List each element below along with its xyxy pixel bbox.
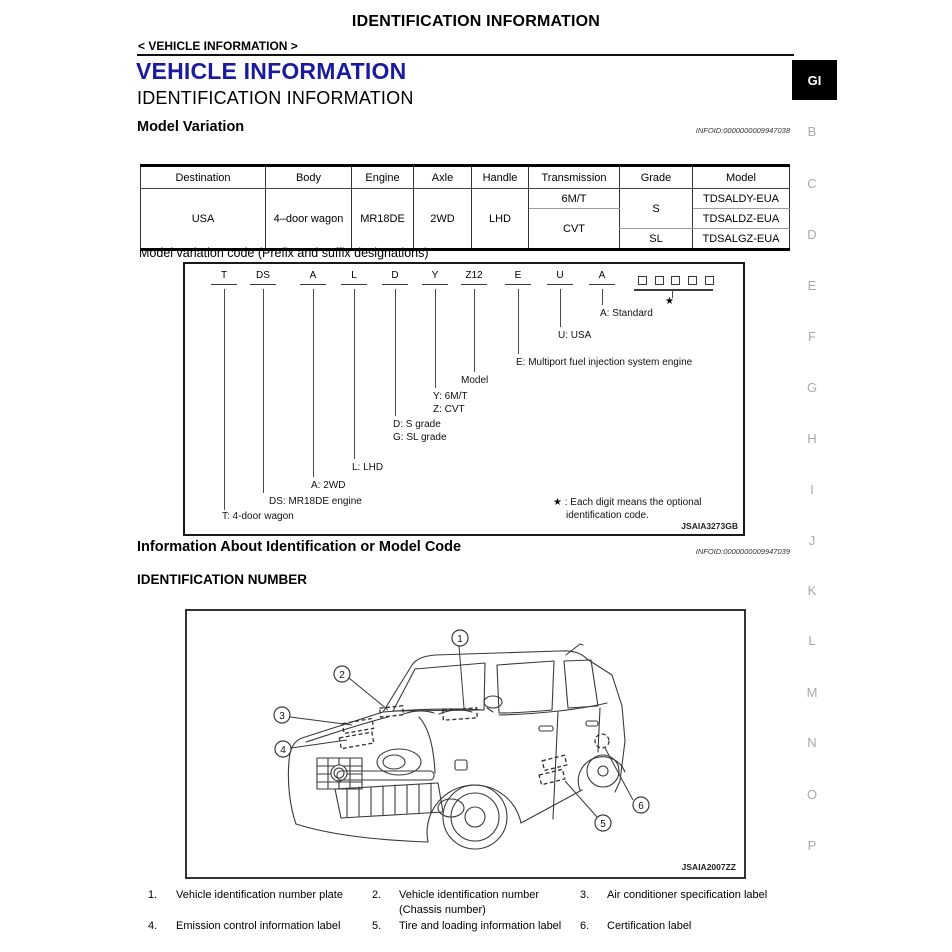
code-a: A bbox=[300, 270, 326, 285]
legend-3-text: Air conditioner specification label bbox=[607, 889, 768, 901]
callout-2-number: 2 bbox=[339, 670, 345, 681]
variation-code-diagram bbox=[183, 262, 745, 536]
option-digit-box bbox=[655, 276, 664, 285]
connector-line bbox=[354, 289, 355, 459]
col-header-axle: Axle bbox=[414, 166, 472, 189]
callout-1-number: 1 bbox=[457, 634, 463, 645]
legend-1-text: Vehicle identification number plate bbox=[176, 889, 343, 901]
brand-badge-icon bbox=[331, 765, 347, 781]
infoid-model-variation: INFOID:0000000009947038 bbox=[695, 126, 790, 135]
col-header-engine: Engine bbox=[352, 166, 414, 189]
legend-2-text-line2: (Chassis number) bbox=[399, 904, 486, 916]
table-header-row bbox=[141, 166, 790, 189]
cell-handle: LHD bbox=[472, 189, 529, 250]
door-handle bbox=[586, 721, 598, 726]
option-digit-box bbox=[638, 276, 647, 285]
header-divider bbox=[137, 54, 794, 56]
side-index-h: H bbox=[807, 431, 817, 446]
infoid-identification: INFOID:0000000009947039 bbox=[695, 547, 790, 556]
cell-transmission-6mt: 6M/T bbox=[529, 189, 620, 209]
side-index-b: B bbox=[807, 124, 817, 139]
label-y6mt: Y: 6M/T bbox=[433, 391, 468, 402]
cell-grade-s: S bbox=[620, 189, 693, 229]
front-door-window bbox=[497, 661, 554, 713]
col-header-handle: Handle bbox=[472, 166, 529, 189]
label-model: Model bbox=[461, 375, 489, 386]
label-location-door-upper bbox=[542, 755, 567, 770]
model-variation-table bbox=[140, 164, 790, 251]
variation-code-caption: Model variation code (Prefix and suffix designations) bbox=[139, 246, 429, 260]
windshield bbox=[393, 663, 485, 711]
antenna bbox=[566, 644, 583, 655]
figure-code: JSAIA2007ZZ bbox=[681, 862, 736, 872]
code-a2: A bbox=[589, 270, 615, 285]
rear-wheel bbox=[587, 755, 619, 787]
side-index-d: D bbox=[807, 227, 817, 242]
col-header-body: Body bbox=[266, 166, 352, 189]
side-index-n: N bbox=[807, 735, 817, 750]
legend-2-number: 2. bbox=[372, 889, 382, 901]
label-gslgrade: G: SL grade bbox=[393, 432, 447, 443]
connector-line bbox=[313, 289, 314, 477]
legend-2-text: Vehicle identification number bbox=[399, 889, 540, 901]
code-y: Y bbox=[422, 270, 448, 285]
legend-4-text: Emission control information label bbox=[176, 920, 341, 932]
side-index-j: J bbox=[808, 533, 816, 548]
model-variation-heading: Model Variation bbox=[137, 119, 245, 135]
option-digit-box bbox=[688, 276, 697, 285]
label-zcvt: Z: CVT bbox=[433, 404, 465, 415]
table-row bbox=[141, 189, 790, 209]
option-digit-box bbox=[705, 276, 714, 285]
figure-code: JSAIA3273GB bbox=[681, 521, 738, 531]
callout-3-number: 3 bbox=[279, 711, 285, 722]
code-ds: DS bbox=[250, 270, 276, 285]
callout-6-number: 6 bbox=[638, 801, 644, 812]
label-location-door-lower bbox=[539, 769, 565, 785]
star-note-line1: ★ : Each digit means the optional bbox=[553, 497, 702, 508]
label-dsengine: DS: MR18DE engine bbox=[269, 496, 362, 507]
connector-line bbox=[560, 289, 561, 327]
rear-door-window bbox=[564, 660, 598, 708]
code-t: T bbox=[211, 270, 237, 285]
section-title: VEHICLE INFORMATION bbox=[136, 58, 407, 84]
cell-destination: USA bbox=[141, 189, 266, 250]
identification-number-subheading: IDENTIFICATION NUMBER bbox=[137, 572, 307, 587]
side-index-g: G bbox=[806, 380, 818, 395]
cell-transmission-cvt: CVT bbox=[529, 209, 620, 250]
side-index-k: K bbox=[807, 583, 817, 598]
side-index-f: F bbox=[808, 329, 816, 344]
legend-4-number: 4. bbox=[148, 920, 158, 932]
connector-line bbox=[435, 289, 436, 388]
section-tab-gi bbox=[792, 60, 837, 100]
side-index-e: E bbox=[807, 278, 817, 293]
identification-heading: Information About Identification or Model Code bbox=[137, 539, 462, 555]
side-index-m: M bbox=[806, 685, 818, 700]
side-index-c: C bbox=[807, 176, 817, 191]
legend-6-number: 6. bbox=[580, 920, 590, 932]
label-usa: U: USA bbox=[558, 330, 592, 341]
col-header-model: Model bbox=[693, 166, 790, 189]
callout-5-number: 5 bbox=[600, 819, 606, 830]
side-index-i: I bbox=[810, 482, 814, 497]
code-e: E bbox=[505, 270, 531, 285]
side-mirror bbox=[484, 696, 502, 708]
label-dsgrade: D: S grade bbox=[393, 419, 441, 430]
label-injection: E: Multiport fuel injection system engine bbox=[516, 357, 693, 368]
connector-line bbox=[518, 289, 519, 354]
label-standard: A: Standard bbox=[600, 308, 653, 319]
option-digit-underline bbox=[634, 289, 713, 291]
legend-6-text: Certification label bbox=[607, 920, 692, 932]
code-l: L bbox=[341, 270, 367, 285]
code-u: U bbox=[547, 270, 573, 285]
connector-line bbox=[263, 289, 264, 493]
identification-number-figure bbox=[185, 609, 746, 879]
connector-line bbox=[224, 289, 225, 510]
side-index-l: L bbox=[808, 633, 816, 648]
col-header-transmission: Transmission bbox=[529, 166, 620, 189]
side-index-o: O bbox=[806, 787, 818, 802]
cell-model-3: TDSALGZ-EUA bbox=[693, 229, 790, 250]
label-wagon: T: 4-door wagon bbox=[222, 511, 294, 522]
callout-4-number: 4 bbox=[280, 745, 286, 756]
connector-line bbox=[395, 289, 396, 416]
legend-5-number: 5. bbox=[372, 920, 382, 932]
col-header-destination: Destination bbox=[141, 166, 266, 189]
car-line-drawing bbox=[187, 611, 744, 877]
section-tab-label: GI bbox=[807, 72, 822, 88]
option-digit-box bbox=[671, 276, 680, 285]
connector-line bbox=[474, 289, 475, 372]
legend-5-text: Tire and loading information label bbox=[399, 920, 562, 932]
side-index-p: P bbox=[807, 838, 817, 853]
connector-line bbox=[602, 289, 603, 305]
cell-grade-sl: SL bbox=[620, 229, 693, 250]
cell-model-1: TDSALDY-EUA bbox=[693, 189, 790, 209]
label-lhd: L: LHD bbox=[352, 462, 384, 473]
breadcrumb: < VEHICLE INFORMATION > bbox=[138, 39, 298, 53]
cell-engine: MR18DE bbox=[352, 189, 414, 250]
legend-3-number: 3. bbox=[580, 889, 590, 901]
page-header: IDENTIFICATION INFORMATION bbox=[351, 13, 601, 30]
cell-body: 4–door wagon bbox=[266, 189, 352, 250]
star-note-line2: identification code. bbox=[566, 510, 649, 521]
section-subtitle: IDENTIFICATION INFORMATION bbox=[137, 88, 414, 108]
legend-1-number: 1. bbox=[148, 889, 158, 901]
code-z12: Z12 bbox=[461, 270, 487, 285]
lower-grille bbox=[335, 783, 443, 818]
label-awd: A: 2WD bbox=[311, 480, 346, 491]
col-header-grade: Grade bbox=[620, 166, 693, 189]
cell-axle: 2WD bbox=[414, 189, 472, 250]
label-location-rear bbox=[595, 734, 609, 748]
door-handle bbox=[539, 726, 553, 731]
star-icon: ★ bbox=[665, 296, 674, 307]
code-d: D bbox=[382, 270, 408, 285]
cell-model-2: TDSALDZ-EUA bbox=[693, 209, 790, 229]
